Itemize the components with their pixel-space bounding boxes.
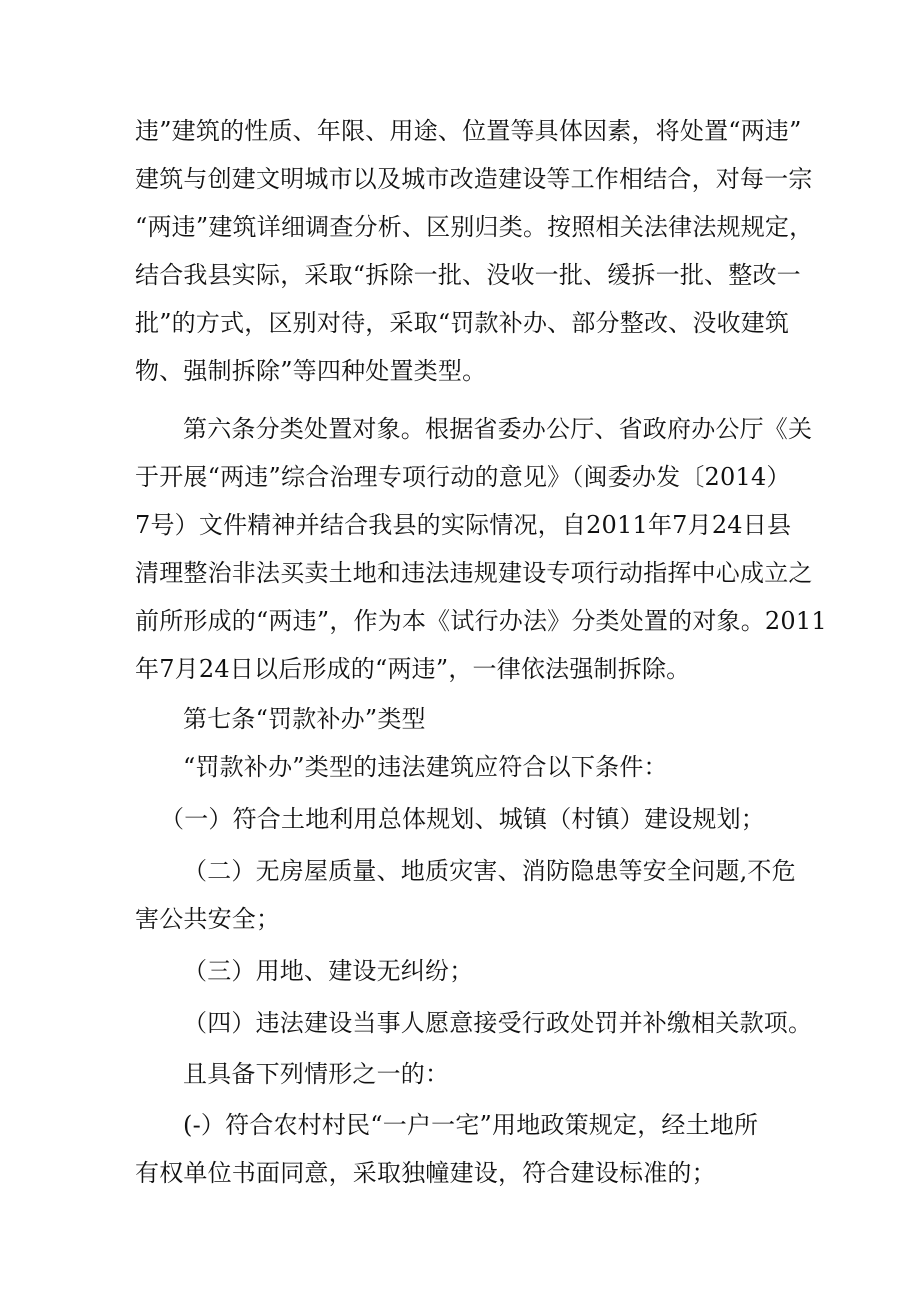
body-line: 于开展“两违”综合治理专项行动的意见》（闽委办发〔2014） <box>135 463 791 491</box>
list-item: (-）符合农村村民“一户一宅”用地政策规定，经土地所 <box>183 1111 759 1139</box>
body-line: 批”的方式，区别对待，采取“罚款补办、部分整改、没收建筑 <box>135 309 790 337</box>
body-line: 前所形成的“两违”，作为本《试行办法》分类处置的对象。2011 <box>135 607 827 635</box>
list-item: （三）用地、建设无纠纷； <box>183 957 474 985</box>
body-line: 违”建筑的性质、年限、用途、位置等具体因素，将处置“两违” <box>135 117 802 145</box>
body-line: 且具备下列情形之一的： <box>183 1060 450 1088</box>
list-item: （四）违法建设当事人愿意接受行政处罚并补缴相关款项。 <box>183 1009 813 1037</box>
section-heading-6: 第六条分类处置对象。根据省委办公厅、省政府办公厅《关 <box>183 415 813 443</box>
body-line: 建筑与创建文明城市以及城市改造建设等工作相结合，对每一宗 <box>135 165 813 193</box>
body-line: 物、强制拆除”等四种处置类型。 <box>135 357 487 385</box>
body-line: 结合我县实际，采取“拆除一批、没收一批、缓拆一批、整改一 <box>135 261 801 289</box>
body-line: 年7月24日以后形成的“两违”，一律依法强制拆除。 <box>135 655 691 683</box>
body-line: 7号）文件精神并结合我县的实际情况，自2011年7月24日县 <box>135 511 792 539</box>
body-line: “罚款补办”类型的违法建筑应符合以下条件： <box>183 753 668 781</box>
list-item: （一）符合土地利用总体规划、城镇（村镇）建设规划； <box>160 805 765 833</box>
list-item: （二）无房屋质量、地质灾害、消防隐患等安全问题,不危 <box>183 857 796 885</box>
body-line: 清理整治非法买卖土地和违法违规建设专项行动指挥中心成立之 <box>135 559 813 587</box>
body-line: “两违”建筑详细调查分析、区别归类。按照相关法律法规规定， <box>135 213 814 241</box>
section-heading-7: 第七条“罚款补办”类型 <box>183 705 426 733</box>
body-line: 有权单位书面同意，采取独幢建设，符合建设标准的； <box>135 1159 716 1187</box>
body-line: 害公共安全； <box>135 905 281 933</box>
